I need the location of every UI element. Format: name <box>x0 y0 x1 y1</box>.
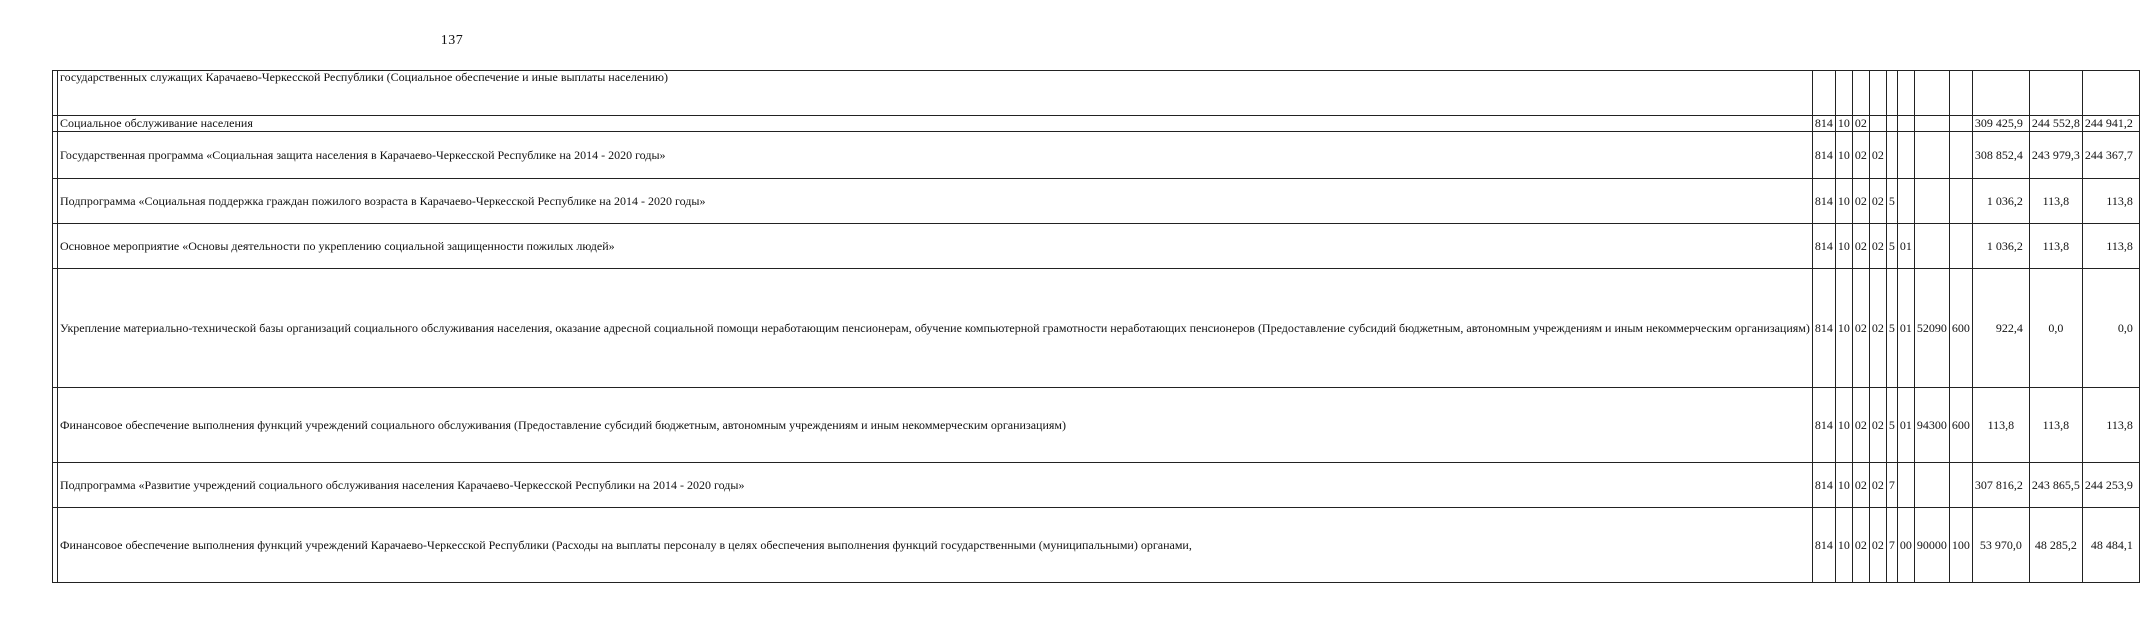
event-code-cell <box>1897 179 1914 224</box>
section-code-cell <box>1835 71 1852 116</box>
ministry-code-cell: 814 <box>1812 508 1835 583</box>
subsection-code-cell: 02 <box>1852 116 1869 132</box>
subprogram-code-cell: 5 <box>1886 224 1897 269</box>
amount-2018-cell: 307 816,2 <box>1972 463 2029 508</box>
amount-2020-cell: 244 941,2 <box>2082 116 2139 132</box>
ministry-code-cell: 814 <box>1812 132 1835 179</box>
ministry-code-cell: 814 <box>1812 269 1835 388</box>
amount-2018-cell: 308 852,4 <box>1972 132 2029 179</box>
expense-type-cell <box>1949 71 1972 116</box>
item-name-cell: государственных служащих Карачаево-Черкесской Республики (Социальное обеспечение и иные выплаты населению) <box>58 71 1813 116</box>
budget-table <box>52 70 2140 583</box>
expense-type-cell <box>1949 463 1972 508</box>
ministry-code-cell: 814 <box>1812 388 1835 463</box>
event-code-cell: 01 <box>1897 269 1914 388</box>
section-code-cell: 10 <box>1835 179 1852 224</box>
direction-code-cell <box>1914 463 1949 508</box>
item-name-cell: Укрепление материально-технической базы организаций социального обслуживания населения, оказание адресной социальной помощи неработающим пенсионерам, обучение компьютерной грамотности неработающих пенсионеров (Предоставление субсидий бюджетным, автономным учреждениям и иным некоммерческим организациям) <box>58 269 1813 388</box>
table-row <box>53 463 2140 508</box>
amount-2018-cell <box>1972 71 2029 116</box>
amount-2019-cell: 0,0 <box>2029 269 2082 388</box>
table-row <box>53 388 2140 463</box>
event-code-cell <box>1897 132 1914 179</box>
expense-type-cell: 100 <box>1949 508 1972 583</box>
subsection-code-cell: 02 <box>1852 463 1869 508</box>
table-row <box>53 71 2140 116</box>
page-number: 137 <box>440 33 464 48</box>
subsection-code-cell: 02 <box>1852 388 1869 463</box>
direction-code-cell <box>1914 116 1949 132</box>
event-code-cell <box>1897 116 1914 132</box>
amount-2019-cell: 243 865,5 <box>2029 463 2082 508</box>
amount-2020-cell: 0,0 <box>2082 269 2139 388</box>
expense-type-cell: 600 <box>1949 269 1972 388</box>
direction-code-cell: 94300 <box>1914 388 1949 463</box>
item-name-cell: Подпрограмма «Развитие учреждений социального обслуживания населения Карачаево-Черкесской Республики на 2014 - 2020 годы» <box>58 463 1813 508</box>
amount-2019-cell: 243 979,3 <box>2029 132 2082 179</box>
amount-2018-cell: 922,4 <box>1972 269 2029 388</box>
program-code-cell <box>1869 116 1886 132</box>
ministry-code-cell <box>1812 71 1835 116</box>
section-code-cell: 10 <box>1835 132 1852 179</box>
expense-type-cell <box>1949 116 1972 132</box>
section-code-cell: 10 <box>1835 508 1852 583</box>
amount-2020-cell: 113,8 <box>2082 388 2139 463</box>
direction-code-cell: 90000 <box>1914 508 1949 583</box>
amount-2019-cell <box>2029 71 2082 116</box>
program-code-cell: 02 <box>1869 269 1886 388</box>
direction-code-cell <box>1914 71 1949 116</box>
program-code-cell: 02 <box>1869 463 1886 508</box>
program-code-cell: 02 <box>1869 388 1886 463</box>
expense-type-cell <box>1949 179 1972 224</box>
item-name-cell: Государственная программа «Социальная защита населения в Карачаево-Черкесской Республике на 2014 - 2020 годы» <box>58 132 1813 179</box>
amount-2020-cell: 48 484,1 <box>2082 508 2139 583</box>
subprogram-code-cell <box>1886 71 1897 116</box>
subsection-code-cell: 02 <box>1852 224 1869 269</box>
ministry-code-cell: 814 <box>1812 463 1835 508</box>
amount-2020-cell: 113,8 <box>2082 179 2139 224</box>
program-code-cell: 02 <box>1869 224 1886 269</box>
section-code-cell: 10 <box>1835 269 1852 388</box>
event-code-cell <box>1897 463 1914 508</box>
amount-2018-cell: 309 425,9 <box>1972 116 2029 132</box>
amount-2018-cell: 1 036,2 <box>1972 179 2029 224</box>
expense-type-cell <box>1949 224 1972 269</box>
amount-2020-cell: 244 253,9 <box>2082 463 2139 508</box>
item-name-cell: Финансовое обеспечение выполнения функций учреждений Карачаево-Черкесской Республики (Расходы на выплаты персоналу в целях обеспечения выполнения функций государственными (муниципальными) органами, <box>58 508 1813 583</box>
program-code-cell: 02 <box>1869 179 1886 224</box>
amount-2019-cell: 244 552,8 <box>2029 116 2082 132</box>
amount-2020-cell: 244 367,7 <box>2082 132 2139 179</box>
subsection-code-cell: 02 <box>1852 179 1869 224</box>
amount-2018-cell: 1 036,2 <box>1972 224 2029 269</box>
program-code-cell <box>1869 71 1886 116</box>
section-code-cell: 10 <box>1835 388 1852 463</box>
amount-2019-cell: 113,8 <box>2029 388 2082 463</box>
subprogram-code-cell: 7 <box>1886 508 1897 583</box>
section-code-cell: 10 <box>1835 224 1852 269</box>
subprogram-code-cell <box>1886 132 1897 179</box>
item-name-cell: Финансовое обеспечение выполнения функций учреждений социального обслуживания (Предоставление субсидий бюджетным, автономным учреждениям и иным некоммерческим организациям) <box>58 388 1813 463</box>
ministry-code-cell: 814 <box>1812 224 1835 269</box>
subprogram-code-cell <box>1886 116 1897 132</box>
event-code-cell: 01 <box>1897 388 1914 463</box>
direction-code-cell <box>1914 179 1949 224</box>
amount-2018-cell: 113,8 <box>1972 388 2029 463</box>
amount-2020-cell <box>2082 71 2139 116</box>
table-row <box>53 132 2140 179</box>
subprogram-code-cell: 5 <box>1886 179 1897 224</box>
subsection-code-cell: 02 <box>1852 269 1869 388</box>
direction-code-cell <box>1914 132 1949 179</box>
ministry-code-cell: 814 <box>1812 116 1835 132</box>
amount-2018-cell: 53 970,0 <box>1972 508 2029 583</box>
subsection-code-cell <box>1852 71 1869 116</box>
program-code-cell: 02 <box>1869 508 1886 583</box>
direction-code-cell: 52090 <box>1914 269 1949 388</box>
expense-type-cell: 600 <box>1949 388 1972 463</box>
table-row <box>53 179 2140 224</box>
amount-2019-cell: 113,8 <box>2029 179 2082 224</box>
amount-2019-cell: 48 285,2 <box>2029 508 2082 583</box>
section-code-cell: 10 <box>1835 463 1852 508</box>
program-code-cell: 02 <box>1869 132 1886 179</box>
table-row <box>53 224 2140 269</box>
expense-type-cell <box>1949 132 1972 179</box>
subprogram-code-cell: 7 <box>1886 463 1897 508</box>
subprogram-code-cell: 5 <box>1886 269 1897 388</box>
direction-code-cell <box>1914 224 1949 269</box>
section-code-cell: 10 <box>1835 116 1852 132</box>
table-row <box>53 269 2140 388</box>
event-code-cell: 01 <box>1897 224 1914 269</box>
subprogram-code-cell: 5 <box>1886 388 1897 463</box>
subsection-code-cell: 02 <box>1852 508 1869 583</box>
event-code-cell <box>1897 71 1914 116</box>
item-name-cell: Подпрограмма «Социальная поддержка граждан пожилого возраста в Карачаево-Черкесской Республике на 2014 - 2020 годы» <box>58 179 1813 224</box>
amount-2019-cell: 113,8 <box>2029 224 2082 269</box>
event-code-cell: 00 <box>1897 508 1914 583</box>
item-name-cell: Социальное обслуживание населения <box>58 116 1813 132</box>
subsection-code-cell: 02 <box>1852 132 1869 179</box>
amount-2020-cell: 113,8 <box>2082 224 2139 269</box>
ministry-code-cell: 814 <box>1812 179 1835 224</box>
item-name-cell: Основное мероприятие «Основы деятельности по укреплению социальной защищенности пожилых людей» <box>58 224 1813 269</box>
table-row <box>53 508 2140 583</box>
table-row <box>53 116 2140 132</box>
